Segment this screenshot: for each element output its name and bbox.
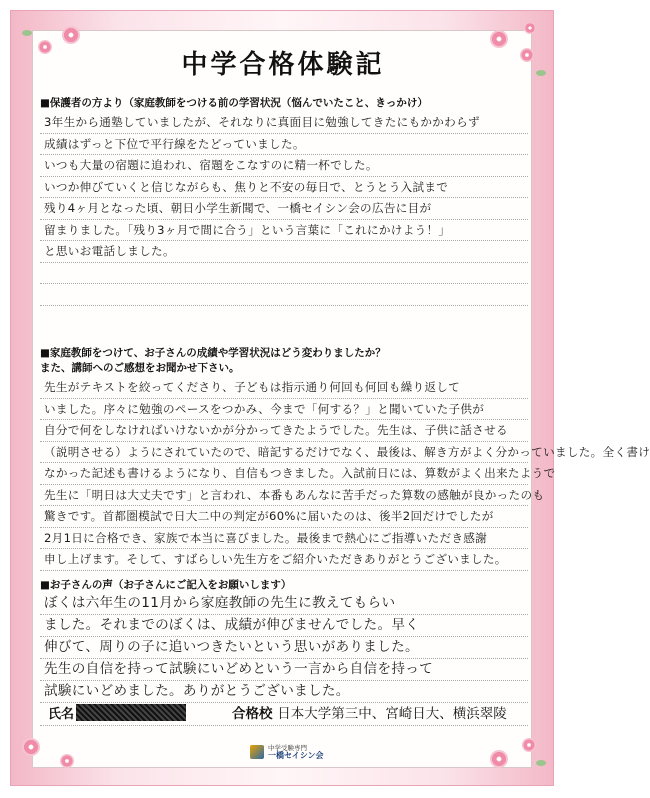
handwritten-line: ました。それまでのぼくは、成績が伸びませんでした。早く	[40, 615, 528, 637]
logo-tagline: 中学受験専門	[268, 744, 307, 752]
section3-heading: ■お子さんの声（お子さんにご記入をお願いします）	[40, 579, 292, 591]
leaf-icon	[536, 760, 546, 766]
handwritten-line: 伸びて、周りの子に追いつきたいという思いがありました。	[40, 637, 528, 659]
leaf-icon	[22, 30, 32, 36]
flower-icon	[60, 754, 74, 768]
handwritten-line: 成績はずっと下位で平行線をたどっていました。	[40, 134, 528, 156]
flower-icon	[62, 26, 80, 44]
section1-lines	[40, 112, 528, 306]
redacted-name	[76, 704, 186, 721]
handwritten-line: 先生に「明日は大丈夫です」と言われ、本番もあんなに苦手だった算数の感触が良かったのも	[40, 485, 528, 507]
handwritten-line: 先生がテキストを絞ってくださり、子どもは指示通り何回も何回も繰り返して	[40, 377, 528, 399]
flower-icon	[522, 738, 536, 752]
handwritten-line: と思いお電話しました。	[40, 241, 528, 263]
handwritten-line: いました。序々に勉強のペースをつかみ、今まで「何する？」と聞いていた子供が	[40, 399, 528, 421]
handwritten-line	[40, 263, 528, 285]
flower-icon	[490, 750, 508, 768]
handwritten-line: 3年生から通塾していましたが、それなりに真面目に勉強してきたにもかかわらず	[40, 112, 528, 134]
passed-schools	[232, 702, 507, 722]
flower-icon	[22, 738, 40, 756]
handwritten-line: 留まりました。「残り3ヶ月で間に合う」という言葉に「これにかけよう！」	[40, 220, 528, 242]
handwritten-line: 申し上げます。そして、すばらしい先生方をご紹介いただきありがとうございました。	[40, 549, 528, 571]
section2-lines	[40, 377, 650, 571]
handwritten-line: ぼくは六年生の11月から家庭教師の先生に教えてもらい	[40, 593, 528, 615]
page-title: 中学合格体験記	[181, 50, 385, 80]
handwritten-line: なかった記述も書けるようになり、自信もつきました。入試前日には、算数がよく出来たようで	[40, 463, 528, 485]
handwritten-line: いつか伸びていくと信じながらも、焦りと不安の毎日で、とうとう入試まで	[40, 177, 528, 199]
handwritten-line: 残り4ヶ月となった頃、朝日小学生新聞で、一橋セイシン会の広告に目が	[40, 198, 528, 220]
section1-heading: ■保護者の方より（家庭教師をつける前の学習状況（悩んでいたこと、きっかけ）	[40, 97, 428, 109]
handwritten-line: 自分で何をしなければいけないかが分かってきたようでした。先生は、子供に話させる	[40, 420, 528, 442]
handwritten-line: 先生の自信を持って試験にいどめという一言から自信を持って	[40, 659, 528, 681]
company-logo	[250, 744, 324, 760]
logo-mark-icon	[250, 745, 264, 759]
handwritten-line: 2月1日に合格でき、家族で本当に喜びました。最後まで熱心にご指導いただき感謝	[40, 528, 528, 550]
school-label: 合格校	[232, 706, 273, 722]
flower-icon	[524, 22, 536, 34]
handwritten-line: 驚きです。首都圏模試で日大二中の判定が60%に届いたのは、後半2回だけでしたが	[40, 506, 528, 528]
handwritten-line: 試験にいどめました。ありがとうございました。	[40, 681, 528, 703]
school-names: 日本大学第三中、宮崎日大、横浜翠陵	[277, 706, 507, 722]
section2-heading: ■家庭教師をつけて、お子さんの成績や学習状況はどう変わりましたか？ また、講師へのご感想をお聞かせ下さい。	[40, 347, 386, 374]
section3-lines	[40, 593, 528, 703]
handwritten-line: いつも大量の宿題に追われ、宿題をこなすのに精一杯でした。	[40, 155, 528, 177]
handwritten-line	[40, 284, 528, 306]
logo-name: 一橋セイシン会	[268, 751, 324, 760]
name-label: 氏名	[48, 707, 75, 722]
handwritten-line: （説明させる）ようにされていたので、暗記するだけでなく、最後は、解き方がよく分かっていました。全く書け	[40, 442, 528, 464]
